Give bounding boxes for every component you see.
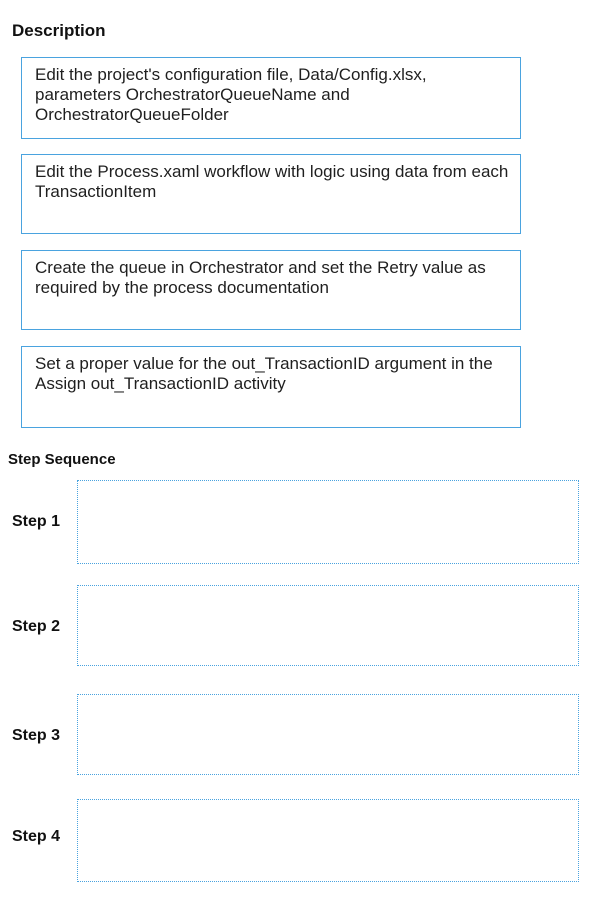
description-item-4[interactable]: Set a proper value for the out_TransactionID argument in the Assign out_TransactionID activity bbox=[21, 346, 521, 428]
step-2-drop-zone[interactable] bbox=[77, 585, 579, 666]
step-3-label: Step 3 bbox=[12, 727, 61, 744]
step-1-label: Step 1 bbox=[12, 513, 61, 530]
description-item-1[interactable]: Edit the project's configuration file, Data/Config.xlsx, parameters OrchestratorQueueName and OrchestratorQueueFolder bbox=[21, 57, 521, 139]
step-3-drop-zone[interactable] bbox=[77, 694, 579, 775]
description-item-3[interactable]: Create the queue in Orchestrator and set the Retry value as required by the process documentation bbox=[21, 250, 521, 330]
step-sequence-heading: Step Sequence bbox=[8, 451, 116, 468]
step-4-label: Step 4 bbox=[12, 828, 61, 845]
description-item-2[interactable]: Edit the Process.xaml workflow with logic using data from each TransactionItem bbox=[21, 154, 521, 234]
step-1-drop-zone[interactable] bbox=[77, 480, 579, 564]
step-2-label: Step 2 bbox=[12, 618, 61, 635]
description-heading: Description bbox=[12, 21, 106, 40]
step-4-drop-zone[interactable] bbox=[77, 799, 579, 882]
